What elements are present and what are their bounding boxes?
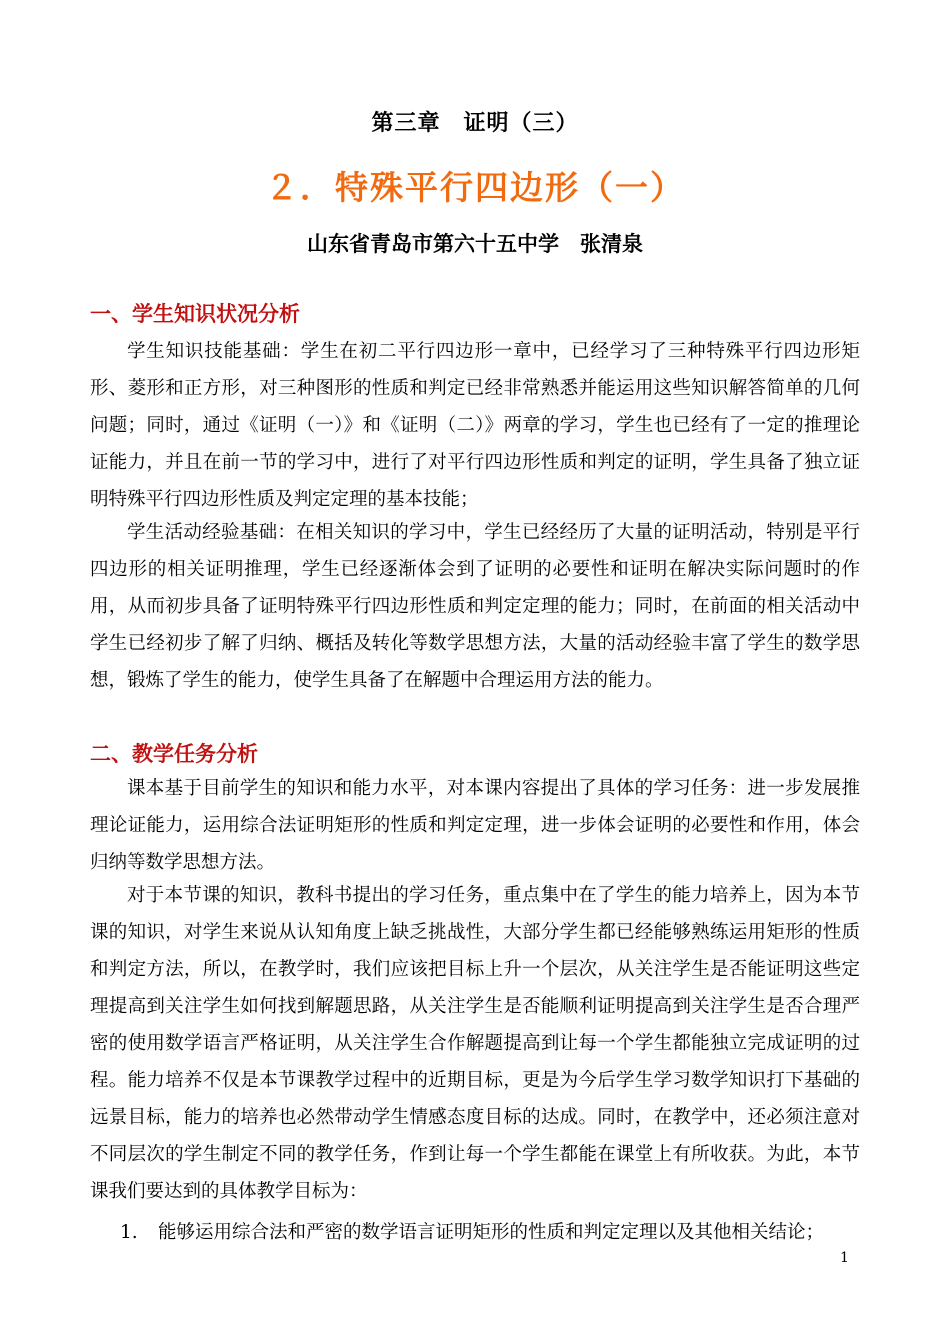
section-heading-2: 二、教学任务分析 [90, 742, 258, 766]
chapter-title: 第三章 证明（三） [371, 111, 579, 136]
author-line: 山东省青岛市第六十五中学 张清泉 [307, 232, 643, 256]
page-number: 1 [840, 1250, 849, 1266]
paragraph-task-overview: 课本基于目前学生的知识和能力水平，对本课内容提出了具体的学习任务：进一步发展推理论证能力，运用综合法证明矩形的性质和判定定理，进一步体会证明的必要性和作用，体会归纳等数学思想方法。 [90, 778, 860, 873]
section-heading-1: 一、学生知识状况分析 [90, 302, 300, 326]
list-item-text: 能够运用综合法和严密的数学语言证明矩形的性质和判定定理以及其他相关结论； [158, 1222, 825, 1243]
list-item-number: 1. [120, 1222, 138, 1243]
paragraph-task-details: 对于本节课的知识，教科书提出的学习任务，重点集中在了学生的能力培养上，因为本节课的知识，对学生来说从认知角度上缺乏挑战性，大部分学生都已经能够熟练运用矩形的性质和判定方法，所以，在教学时，我们应该把目标上升一个层次，从关注学生是否能证明这些定理提高到关注学生如何找到解题思路，从关注学生是否能顺利证明提高到关注学生是否合理严密的使用数学语言严格证明，从关注学生合作解题提高到让每一个学生都能独立完成证明的过程。能力培养不仅是本节课教学过程中的近期目标，更是为今后学生学习数学知识打下基础的远景目标，能力的培养也必然带动学生情感态度目标的达成。同时，在教学中，还必须注意对不同层次的学生制定不同的教学任务，作到让每一个学生都能在课堂上有所收获。为此，本节课我们要达到的具体教学目标为： [90, 885, 860, 1202]
list-item [120, 1214, 860, 1251]
paragraph-knowledge-basis: 学生知识技能基础：学生在初二平行四边形一章中，已经学习了三种特殊平行四边形矩形、菱形和正方形，对三种图形的性质和判定已经非常熟悉并能运用这些知识解答简单的几何问题；同时，通过《证明（一）》和《证明（二）》两章的学习，学生也已经有了一定的推理论证能力，并且在前一节的学习中，进行了对平行四边形性质和判定的证明，学生具备了独立证明特殊平行四边形性质及判定定理的基本技能； [90, 341, 860, 510]
lesson-title: ２．特殊平行四边形（一） [265, 168, 685, 207]
paragraph-activity-basis: 学生活动经验基础：在相关知识的学习中，学生已经经历了大量的证明活动，特别是平行四边形的相关证明推理，学生已经逐渐体会到了证明的必要性和证明在解决实际问题时的作用，从而初步具备了证明特殊平行四边形性质和判定定理的能力；同时，在前面的相关活动中学生已经初步了解了归纳、概括及转化等数学思想方法，大量的活动经验丰富了学生的数学思想，锻炼了学生的能力，使学生具备了在解题中合理运用方法的能力。 [90, 522, 860, 691]
